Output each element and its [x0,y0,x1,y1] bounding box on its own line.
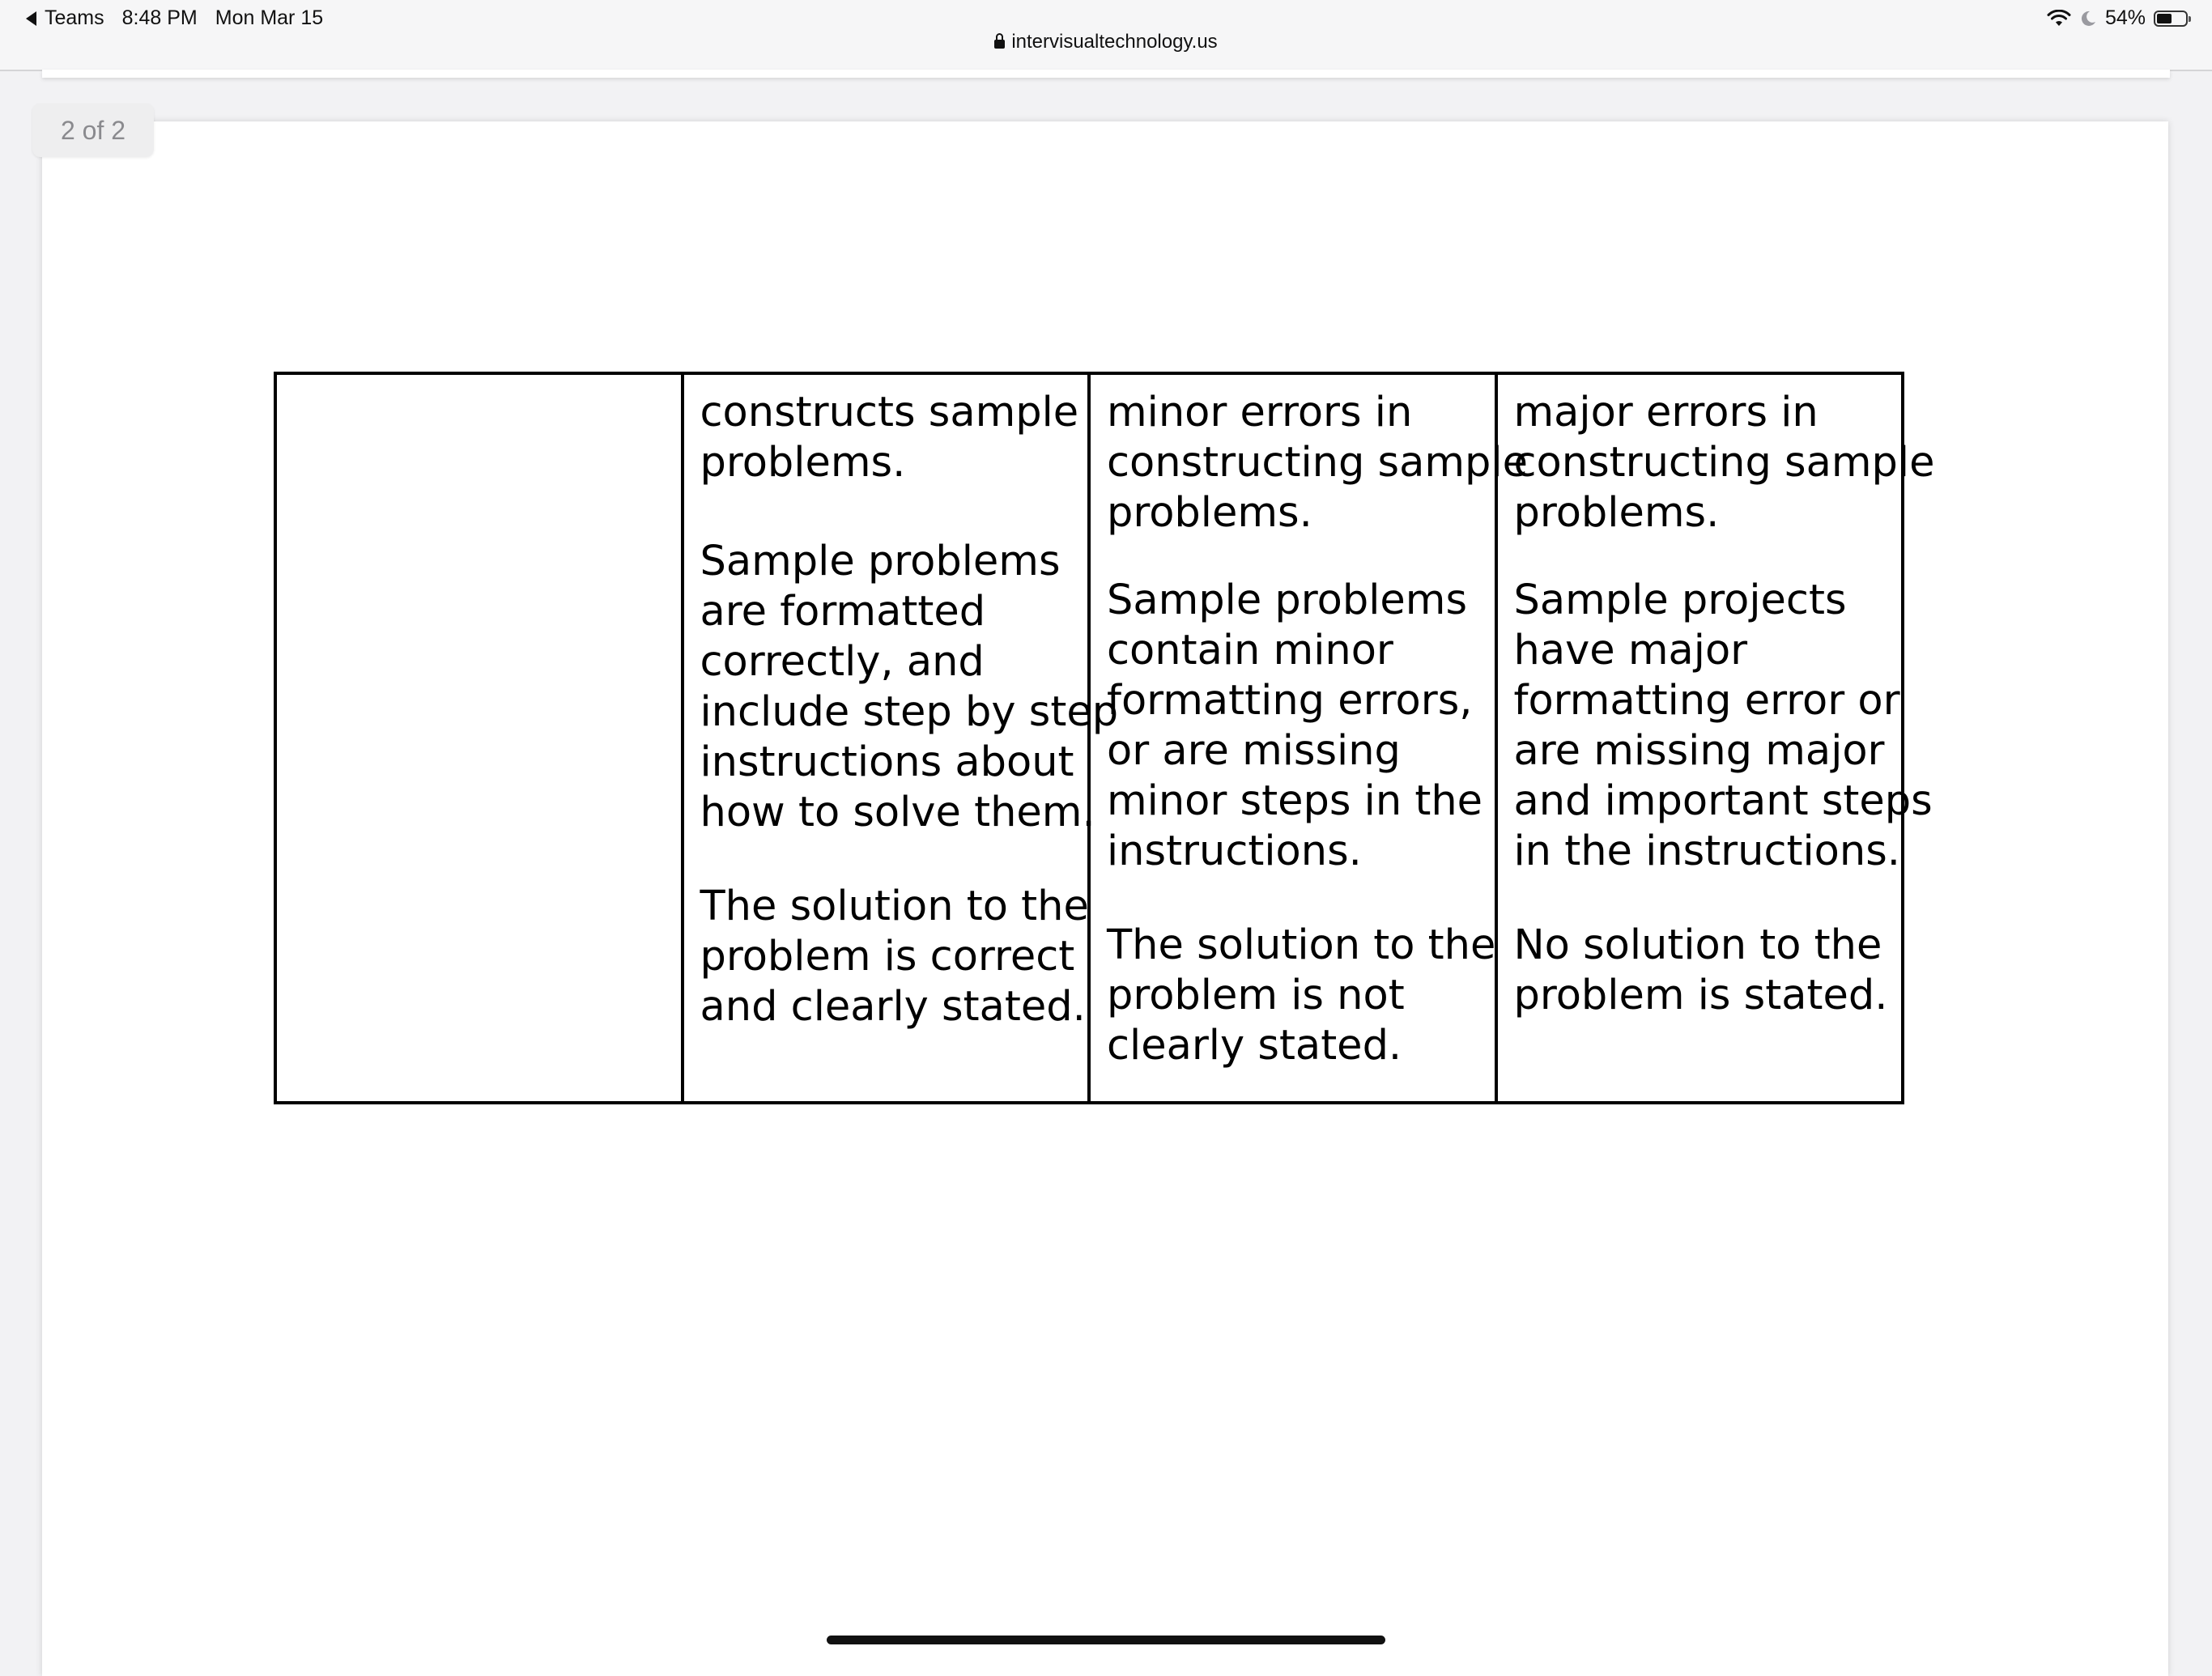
previous-page-edge [42,70,2170,78]
battery-percent: 54% [2104,6,2146,29]
battery-fill [2157,14,2172,23]
clock-time: 8:48 PM [121,6,198,29]
rubric-table [274,372,1935,1104]
page-indicator: 2 of 2 [32,104,154,157]
status-left [26,6,323,30]
home-indicator[interactable] [827,1636,1385,1644]
moon-icon [2079,10,2097,28]
rubric-cell-level-2 [1089,373,1528,1103]
status-bar [0,0,2212,71]
table-row [275,373,1903,1103]
rubric-cell-level-3 [1496,373,1935,1103]
rubric-paragraph: Sample problems are formatted correctly, and include step by step instructions about how to solve them. [700,538,1119,836]
back-app-label: Teams [45,6,104,29]
address-bar[interactable] [0,31,2212,53]
url-text: intervisualtechnology.us [1011,31,1218,53]
rubric-paragraph: The solution to the problem is correct and clearly stated. [700,883,1089,1031]
clock-date: Mon Mar 15 [215,6,324,29]
back-arrow-icon [26,11,36,26]
rubric-paragraph: Sample projects have major formatting error or are missing major and important steps in the instructions. [1513,576,1933,875]
criteria-cell [275,373,683,1103]
lock-icon [994,40,1005,49]
wifi-icon [2047,10,2071,28]
back-to-app-button[interactable] [26,6,104,30]
status-right [2047,6,2188,30]
rubric-paragraph: Sample problems contain minor formatting errors, or are missing minor steps in the instructions. [1107,576,1483,875]
rubric-paragraph: No solution to the problem is stated. [1513,921,1888,1019]
rubric-paragraph: The solution to the problem is not clearly stated. [1107,921,1496,1070]
rubric-paragraph: minor errors in constructing sample problems. [1107,389,1528,537]
rubric-cell-level-1 [683,373,1119,1103]
rubric-paragraph: constructs sample problems. [700,389,1079,487]
battery-icon [2154,11,2188,27]
rubric-paragraph: major errors in constructing sample problems. [1513,389,1935,537]
